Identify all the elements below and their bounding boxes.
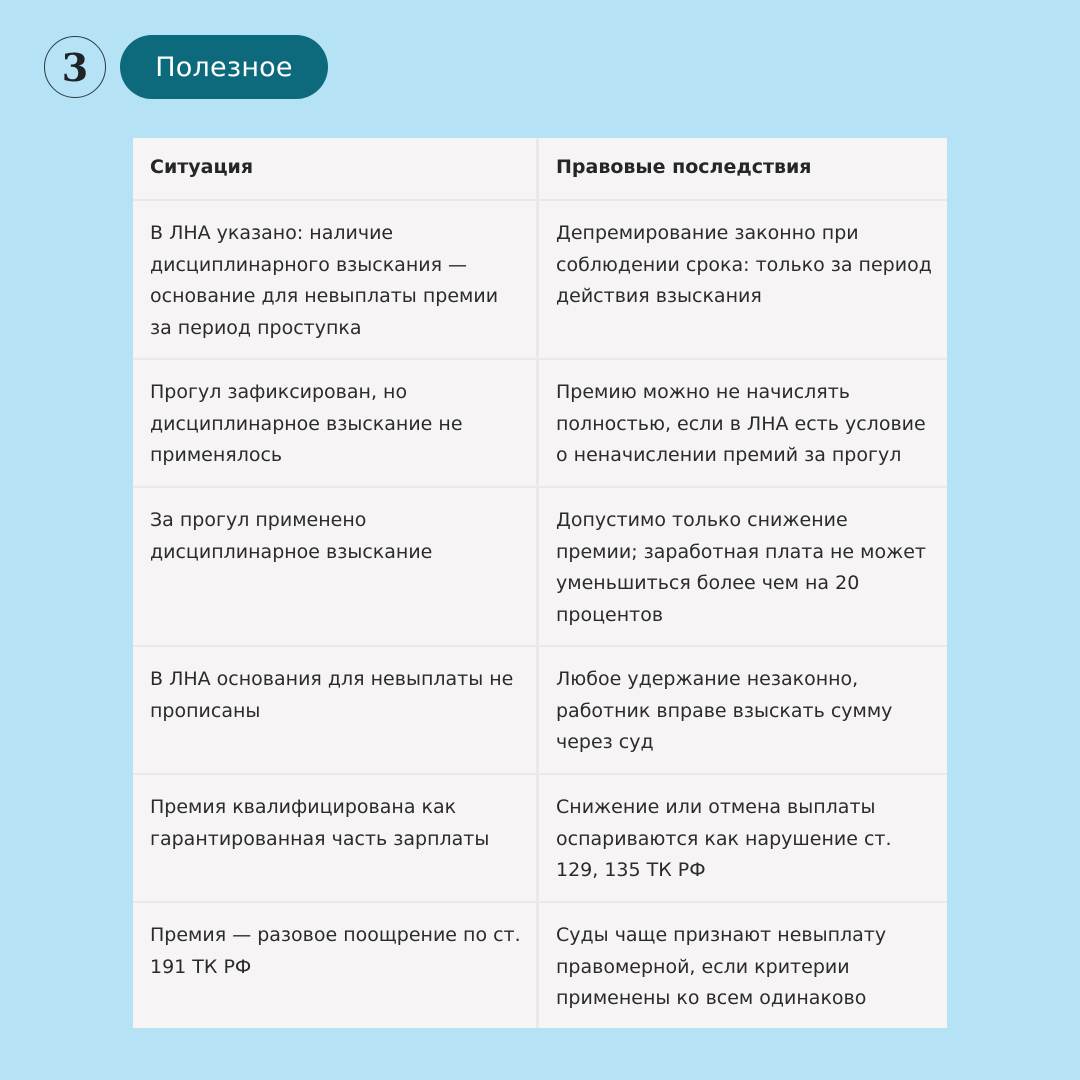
table-cell-consequence: Любое удержание незаконно, работник вправе взыскать сумму через суд [539, 647, 947, 773]
section-label-pill [120, 35, 328, 99]
table-header-consequences: Правовые последствия [539, 138, 947, 199]
table-header-situation: Ситуация [133, 138, 536, 199]
table-cell-consequence: Суды чаще признают невыплату правомерной, если критерии применены ко всем одинаково [539, 903, 947, 1028]
step-number: 3 [61, 44, 89, 90]
section-label: Полезное [155, 51, 293, 83]
table-cell-situation: Премия квалифицирована как гарантированная часть зарплаты [133, 775, 536, 901]
table-cell-consequence: Снижение или отмена выплаты оспариваются как нарушение ст. 129, 135 ТК РФ [539, 775, 947, 901]
table-cell-consequence: Депремирование законно при соблюдении срока: только за период действия взыскания [539, 201, 947, 358]
table-cell-consequence: Премию можно не начислять полностью, если в ЛНА есть условие о неначислении премий за прогул [539, 360, 947, 486]
table-cell-situation: За прогул применено дисциплинарное взыскание [133, 488, 536, 645]
step-number-badge [44, 36, 106, 98]
consequences-table [133, 138, 947, 1028]
table-cell-situation: В ЛНА указано: наличие дисциплинарного взыскания — основание для невыплаты премии за период проступка [133, 201, 536, 358]
table-cell-situation: Премия — разовое поощрение по ст. 191 ТК РФ [133, 903, 536, 1028]
table-cell-situation: В ЛНА основания для невыплаты не прописаны [133, 647, 536, 773]
table-cell-consequence: Допустимо только снижение премии; заработная плата не может уменьшиться более чем на 20 процентов [539, 488, 947, 645]
table-cell-situation: Прогул зафиксирован, но дисциплинарное взыскание не применялось [133, 360, 536, 486]
